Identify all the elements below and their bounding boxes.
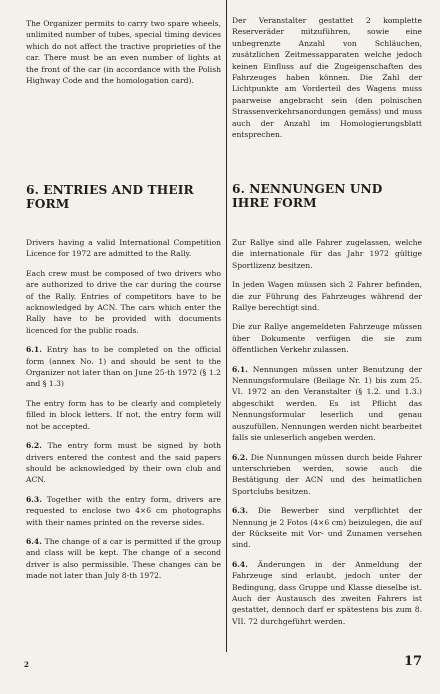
german-paragraph — [232, 237, 422, 271]
paragraph-number: 6.2. — [232, 452, 248, 462]
english-paragraph — [26, 398, 221, 432]
german-section-heading-block — [232, 182, 422, 210]
page-number-right: 17 — [404, 654, 423, 669]
paragraph-number: 6.4. — [232, 559, 248, 569]
paragraph-text: Die Bewerber sind verpflichtet der Nennung je 2 Fotos (4×6 cm) beizulegen, die auf der Rückseite mit Vor- und Zunamen versehen sind. — [232, 506, 423, 550]
german-paragraph — [232, 364, 422, 444]
paragraph-number: 6.3. — [26, 494, 42, 504]
paragraph-number: 6.1. — [232, 364, 248, 374]
paragraph-text: Together with the entry form, drivers are requested to enclose two 4×6 cm photographs with their names printed on the reverse sides. — [26, 494, 222, 527]
german-paragraph — [232, 321, 422, 355]
english-paragraph — [26, 440, 221, 486]
paragraph-text: Drivers having a valid International Competition Licence for 1972 are admitted to the Rally. — [26, 238, 221, 259]
english-section-heading: 6. ENTRIES AND THEIR FORM — [26, 183, 194, 211]
english-paragraph — [26, 237, 221, 260]
english-section-body — [26, 237, 221, 590]
paragraph-text: Die Nunnungen müssen durch beide Fahrer unterschrieben werden, sowie auch die Bestätigung der ACN und des heimatlichen Sportclubs besitzen. — [232, 452, 422, 496]
paragraph-text: The change of a car is permitted if the group and class will be kept. The change of a second driver is also permissible. These changes can be made not later than July 8-th 1972. — [26, 536, 221, 581]
paragraph-text: Nennungen müssen unter Benutzung der Nennungsformulare (Beilage Nr. 1) bis zum 25. VI. 1972 an den Veranstalter (§ 1.2. und 1.3.) abgeschikt werden. Es ist Pflicht das Nennungsformular leserlich und genau auszufüllen. Nennungen werden nicht bearbeitet falls sie unleserlich angeben werden. — [232, 364, 422, 443]
german-paragraph — [232, 279, 422, 313]
paragraph-text: In jeden Wagen müssen sich 2 Fahrer befinden, die zur Führung des Fahrzeuges während der Rallye berechtigt sind. — [232, 280, 422, 313]
english-section-heading-block — [26, 183, 221, 211]
column-divider — [226, 0, 227, 652]
english-intro-block — [26, 18, 221, 94]
english-paragraph — [26, 494, 221, 528]
english-paragraph — [26, 268, 221, 336]
paragraph-text: Zur Rallye sind alle Fahrer zugelassen, welche die internationale für das Jahr 1972 gültige Sportlizenz besitzen. — [232, 238, 422, 270]
english-intro-paragraph: The Organizer permits to carry two spare wheels, unlimited number of tubes, special timing devices which do not affect the tractive proprieties of the car. There must be an even number of lights at the front of the car (in accordance with the Polish Highway Code and the homologation card). — [26, 19, 221, 86]
paragraph-number: 6.4. — [26, 536, 42, 546]
german-paragraph — [232, 559, 422, 627]
paragraph-text: Die zur Rallye angemeldeten Fahrzeuge müssen über Dokumente verfügen die sie zum öffentlichen Verkehr zulassen. — [232, 322, 422, 355]
english-paragraph — [26, 344, 221, 390]
paragraph-number: 6.3. — [232, 506, 248, 516]
german-paragraph — [232, 452, 422, 498]
english-paragraph — [26, 536, 221, 582]
german-intro-block — [232, 15, 422, 148]
german-intro-paragraph: Der Veranstalter gestattet 2 komplette Reserveräder mitzuführen, sowie eine unbegrenzte Anzahl von Schläuchen, zusätzlichen Zeitmessapparaten welche jedoch keinen Einfluss auf die Zugeigenschaften des Fahrzeuges haben können. Die Zahl der Lichtpunkte am Vorderteil des Wagens muss paarweise angebracht sein (den polnischen Strassenverkehrsanordungen gemäss) und muss auch der Anzahl im Homologierungsblatt entsprechen. — [232, 16, 422, 140]
german-paragraph — [232, 505, 422, 551]
paragraph-number: 6.2. — [26, 441, 42, 451]
paragraph-text: Änderungen in der Anmeldung der Fahrzeuge sind erlaubt, jedoch unter der Bedingung, dass Gruppe und Klasse dieselbe ist. Auch der Austausch des zweiten Fahrers ist gestattet, dennoch darf er spätestens bis zum 8. VII. 72 durchgeführt werden. — [232, 559, 422, 626]
german-section-heading: 6. NENNUNGEN UND IHRE FORM — [232, 182, 383, 210]
paragraph-number: 6.1. — [26, 345, 42, 355]
paragraph-text: The entry form has to be clearly and completely filled in block letters. If not, the entry form will not be accepted. — [26, 398, 221, 431]
paragraph-text: Each crew must be composed of two drivers who are authorized to drive the car during the course of the Rally. Entries of competitors have to be acknowledged by ACN. The cars which enter the Rally have to be provided with documents licenced for the public roads. — [26, 268, 221, 335]
paragraph-text: Entry has to be completed on the official form (annex No. 1) and should be sent to the Organizer not later than on June 25-th 1972 (§ 1.2 and § 1.3) — [26, 345, 221, 389]
german-section-body — [232, 237, 422, 635]
page-number-left: 2 — [24, 660, 29, 669]
paragraph-text: The entry form must be signed by both drivers entered the contest and the said papers should be acknowledged by their own club and ACN. — [26, 441, 221, 485]
